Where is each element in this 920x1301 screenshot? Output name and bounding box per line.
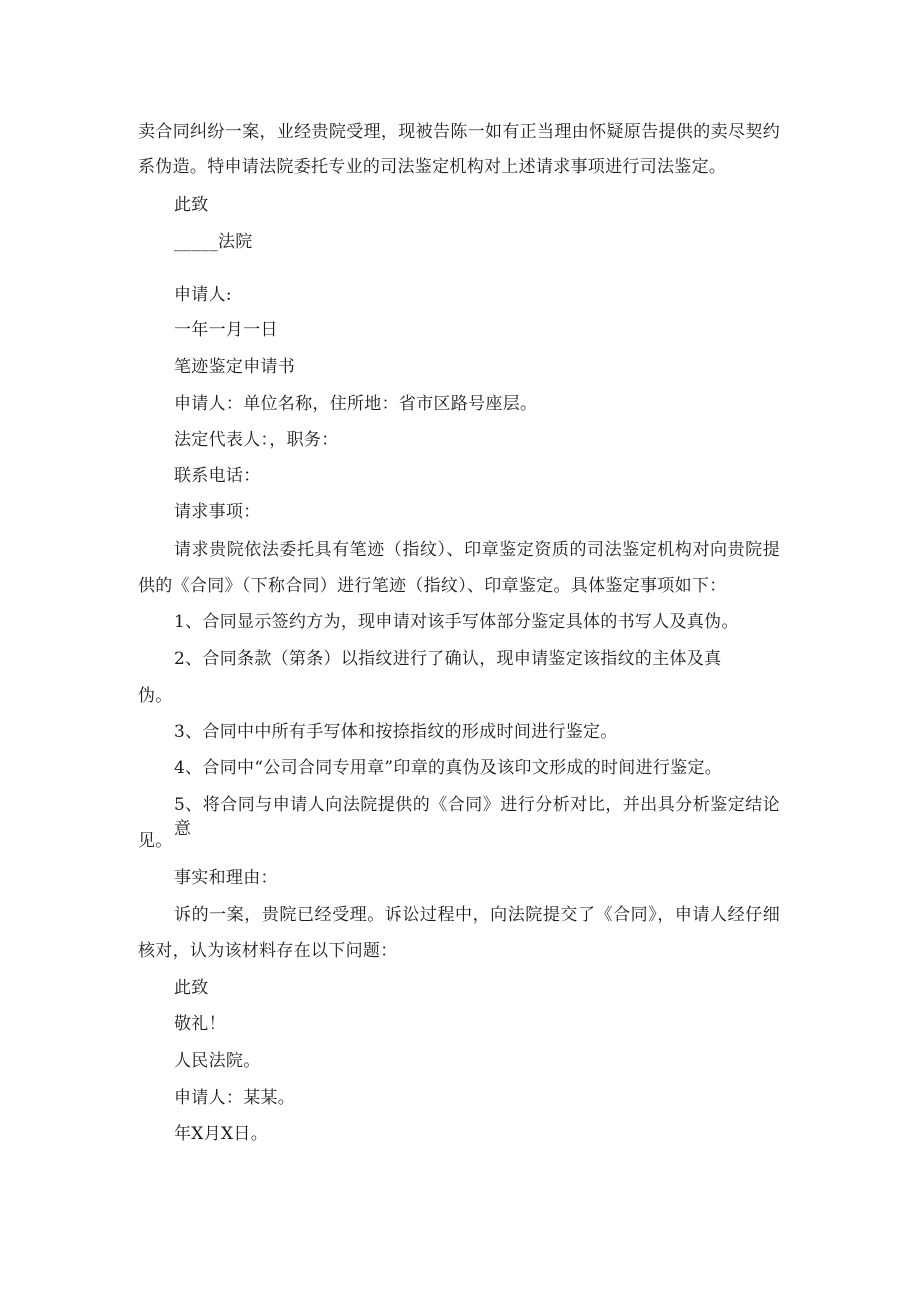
text-line: 一年一月一日 xyxy=(174,320,278,340)
text-line: 笔迹鉴定申请书 xyxy=(174,357,296,377)
text-line: 人民法院。 xyxy=(174,1051,261,1071)
text-line: 系伪造。特申请法院委托专业的司法鉴定机构对上述请求事项进行司法鉴定。 xyxy=(138,157,727,177)
text-line: 伪。 xyxy=(138,686,173,706)
text-line: 年X月X日。 xyxy=(174,1124,269,1144)
text-line: 4、合同中“公司合同专用章”印章的真伪及该印文形成的时间进行鉴定。 xyxy=(174,758,723,778)
text-line: 供的《合同》（下称合同）进行笔迹（指纹）、印章鉴定。具体鉴定事项如下： xyxy=(138,576,727,596)
text-line: 卖合同纠纷一案，业经贵院受理，现被告陈一如有正当理由怀疑原告提供的卖尽契约 xyxy=(138,122,780,142)
text-line: 核对，认为该材料存在以下问题： xyxy=(138,941,398,961)
text-line: 1、合同显示签约方为，现申请对该手写体部分鉴定具体的书写人及真伪。 xyxy=(174,612,739,632)
text-line: 诉的一案，贵院已经受理。诉讼过程中，向法院提交了《合同》，申请人经仔细 xyxy=(174,905,780,925)
text-line: 3、合同中中所有手写体和按捺指纹的形成时间进行鉴定。 xyxy=(174,722,618,742)
text-line: 请求事项： xyxy=(174,502,261,522)
text-line: 申请人：某某。 xyxy=(174,1088,296,1108)
text-line: 请求贵院依法委托具有笔迹（指纹）、印章鉴定资质的司法鉴定机构对向贵院提 xyxy=(174,540,780,560)
text-line: 申请人: xyxy=(174,285,232,305)
text-line: 此致 xyxy=(174,195,209,215)
text-line: 2、合同条款（第条）以指纹进行了确认，现申请鉴定该指纹的主体及真 xyxy=(174,649,722,669)
text-line: 联系电话： xyxy=(174,466,261,486)
text-line: 5、将合同与申请人向法院提供的《合同》进行分析对比，并出具分析鉴定结论意 xyxy=(174,795,780,839)
text-line: 见。 xyxy=(138,831,173,851)
text-line: 法定代表人：，职务： xyxy=(174,430,339,450)
text-line: 事实和理由： xyxy=(174,868,278,888)
text-line: 敬礼！ xyxy=(174,1014,226,1034)
text-line: 此致 xyxy=(174,978,209,998)
text-line: _____法院 xyxy=(174,232,253,252)
text-line: 申请人：单位名称，住所地：省市区路号座层。 xyxy=(174,394,538,414)
